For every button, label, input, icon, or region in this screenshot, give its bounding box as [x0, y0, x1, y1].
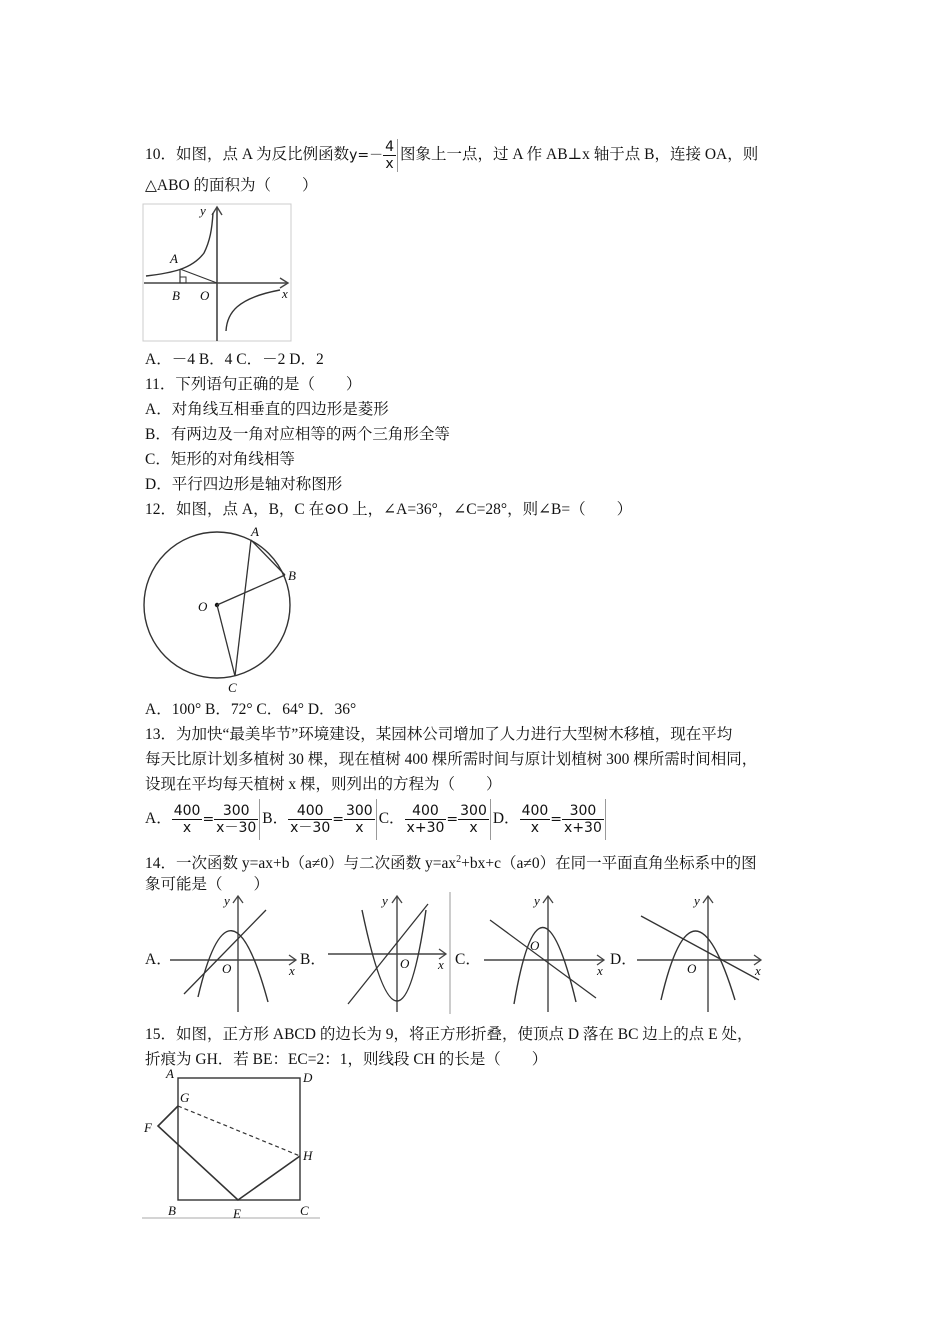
q14-d-label-x: x [755, 963, 761, 978]
q13-c-right-num: 300 [460, 803, 487, 820]
q14-a-label-y: y [224, 893, 230, 908]
q13-a-left-num: 400 [173, 803, 201, 820]
q12-options: A．100° B．72° C．64° D．36° [145, 701, 357, 718]
q13-option-d-label: D． [492, 810, 520, 827]
q14-c-label-y: y [534, 893, 540, 908]
q14-graph-d [633, 892, 768, 1014]
q12-radius-oc [217, 605, 235, 676]
q14-b-label-O: O [400, 956, 410, 971]
q14-c-parabola [514, 927, 576, 1004]
q10-right-angle-mark [180, 277, 186, 283]
q14-stem-line2: 象可能是（ ） [145, 876, 270, 893]
q14-c-label-x: x [597, 963, 603, 978]
q14-graph-b [322, 892, 454, 1014]
q14-d-line [641, 916, 759, 980]
q13-a-equals: = [202, 811, 215, 828]
q13-b-left-den: x－30 [290, 820, 331, 837]
q12-label-B: B [288, 568, 296, 583]
q14-option-c-label: C． [455, 951, 481, 968]
q15-label-G: G [180, 1090, 190, 1105]
q10-stem-line1 [145, 139, 758, 172]
q15-label-B: B [168, 1203, 176, 1218]
q13-a-left-frac [172, 803, 203, 836]
q14-a-line [184, 910, 266, 994]
q10-func-lhs: y=－ [349, 147, 384, 164]
q13-stem-line2: 每天比原计划多植树 30 棵，现在植树 400 棵所需时间与原计划植树 300 棵所需时间相同， [145, 751, 758, 768]
q13-option-b-equation [288, 799, 377, 839]
q13-option-c-equation [405, 799, 491, 839]
q13-c-left-den: x+30 [406, 820, 445, 837]
q14-c-line [490, 920, 596, 998]
q13-a-right-den: x－30 [216, 820, 257, 837]
q13-c-equals: = [446, 811, 459, 828]
q15-figure [140, 1068, 325, 1226]
q11-option-a: A．对角线互相垂直的四边形是菱形 [145, 401, 389, 418]
q13-d-left-num: 400 [521, 803, 549, 820]
q15-label-E: E [233, 1206, 241, 1221]
q11-stem: 11．下列语句正确的是（ ） [145, 376, 362, 393]
q10-function-formula [349, 139, 398, 172]
q12-chord-ac [235, 540, 251, 676]
q14-d-label-y: y [694, 893, 700, 908]
q14-option-a-label: A． [145, 951, 172, 968]
q13-c-right-frac [458, 803, 489, 836]
q12-stem: 12．如图，点 A，B，C 在⊙O 上，∠A=36°，∠C=28°，则∠B=（ ） [145, 501, 633, 518]
q10-text-a: 10．如图，点 A 为反比例函数 [145, 146, 350, 164]
q14-text-b: +bx+c（a≠0）在同一平面直角坐标系中的图 [461, 855, 757, 873]
q13-a-left-den: x [182, 820, 192, 837]
q11-option-c: C．矩形的对角线相等 [145, 451, 295, 468]
q10-text-b: 图象上一点，过 A 作 AB⊥x 轴于点 B，连接 OA，则 [400, 146, 759, 164]
q13-d-equals: = [550, 811, 563, 828]
q10-hyperbola-left [146, 213, 213, 276]
q13-stem-line1: 13．为加快“最美毕节”环境建设，某园林公司增加了人力进行大型树木移植，现在平均 [145, 726, 733, 743]
q13-option-a-label: A． [145, 810, 172, 827]
q15-stem-line2: 折痕为 GH．若 BE：EC=2：1，则线段 CH 的长是（ ） [145, 1051, 548, 1068]
q13-a-right-frac [214, 803, 258, 836]
q10-label-A: A [170, 251, 178, 266]
q13-option-a-equation [172, 799, 261, 839]
q12-label-O: O [198, 599, 208, 614]
q13-option-c-label: C． [378, 810, 405, 827]
q14-a-label-O: O [222, 961, 232, 976]
q10-label-O: O [200, 288, 210, 303]
q13-b-right-den: x [355, 820, 364, 837]
q10-figure [142, 203, 294, 343]
q13-b-left-frac [288, 803, 332, 836]
q13-d-right-num: 300 [562, 803, 604, 820]
q14-d-label-O: O [687, 961, 697, 976]
q10-func-den: x [385, 156, 394, 172]
q15-label-D: D [303, 1070, 313, 1085]
q10-options: A．－4 B．4 C．－2 D．2 [145, 351, 324, 368]
q10-label-y: y [200, 203, 206, 218]
q14-a-label-x: x [289, 963, 295, 978]
q13-option-d-equation [520, 799, 606, 839]
q13-c-left-frac [405, 803, 447, 836]
q13-d-left-frac [520, 803, 551, 836]
q10-stem-line2: △ABO 的面积为（ ） [145, 177, 318, 194]
q12-label-C: C [228, 680, 237, 695]
q13-d-right-frac [562, 803, 604, 836]
q14-superscript: 2 [456, 854, 462, 865]
q14-stem-line1 [145, 850, 757, 874]
q10-label-x: x [282, 286, 288, 301]
q14-b-label-x: x [438, 957, 444, 972]
q13-c-right-den: x [469, 820, 478, 837]
q15-folded-edges [158, 1106, 300, 1200]
q13-b-right-frac [344, 803, 375, 836]
q14-option-b-label: B． [300, 951, 326, 968]
q14-a-parabola [198, 931, 268, 1002]
q11-option-b: B．有两边及一角对应相等的两个三角形全等 [145, 426, 450, 443]
q15-stem-line1: 15．如图，正方形 ABCD 的边长为 9，将正方形折叠，使顶点 D 落在 BC 边上的点 E 处， [145, 1026, 753, 1043]
q13-b-equals: = [332, 811, 344, 828]
q11-option-d: D．平行四边形是轴对称图形 [145, 476, 343, 493]
q10-func-fraction [383, 139, 396, 172]
q10-func-num: 4 [385, 139, 395, 155]
q10-label-B: B [172, 288, 180, 303]
q15-label-H: H [303, 1148, 313, 1163]
q13-d-left-den: x [530, 820, 540, 837]
q15-square [178, 1078, 300, 1200]
q12-label-A: A [251, 524, 259, 539]
q14-text-a: 14．一次函数 y=ax+b（a≠0）与二次函数 y=ax [145, 855, 457, 873]
q13-c-left-num: 400 [405, 803, 447, 820]
q14-b-parabola [362, 910, 426, 1001]
q15-label-F: F [144, 1120, 152, 1135]
q14-graph-c [478, 892, 610, 1014]
q15-fold-line-gh [178, 1106, 300, 1156]
q13-b-right-num: 300 [345, 803, 373, 820]
q14-graph-a [168, 892, 303, 1014]
q15-label-A: A [166, 1068, 174, 1081]
q13-a-right-num: 300 [214, 803, 258, 820]
q12-chord-ab [251, 540, 285, 575]
q14-c-label-O: O [530, 938, 540, 953]
q13-b-left-num: 400 [288, 803, 332, 820]
q13-options [145, 799, 608, 840]
q13-option-b-label: B． [262, 810, 289, 827]
q14-b-label-y: y [382, 893, 388, 908]
q13-stem-line3: 设现在平均每天植树 x 棵，则列出的方程为（ ） [145, 776, 502, 793]
q14-option-d-label: D． [610, 951, 637, 968]
q10-hyperbola-right [226, 290, 280, 331]
q13-d-right-den: x+30 [564, 820, 602, 837]
q12-radius-ob [217, 575, 285, 605]
q14-d-parabola [661, 931, 735, 1000]
q12-figure [140, 522, 310, 697]
q15-label-C: C [300, 1203, 309, 1218]
